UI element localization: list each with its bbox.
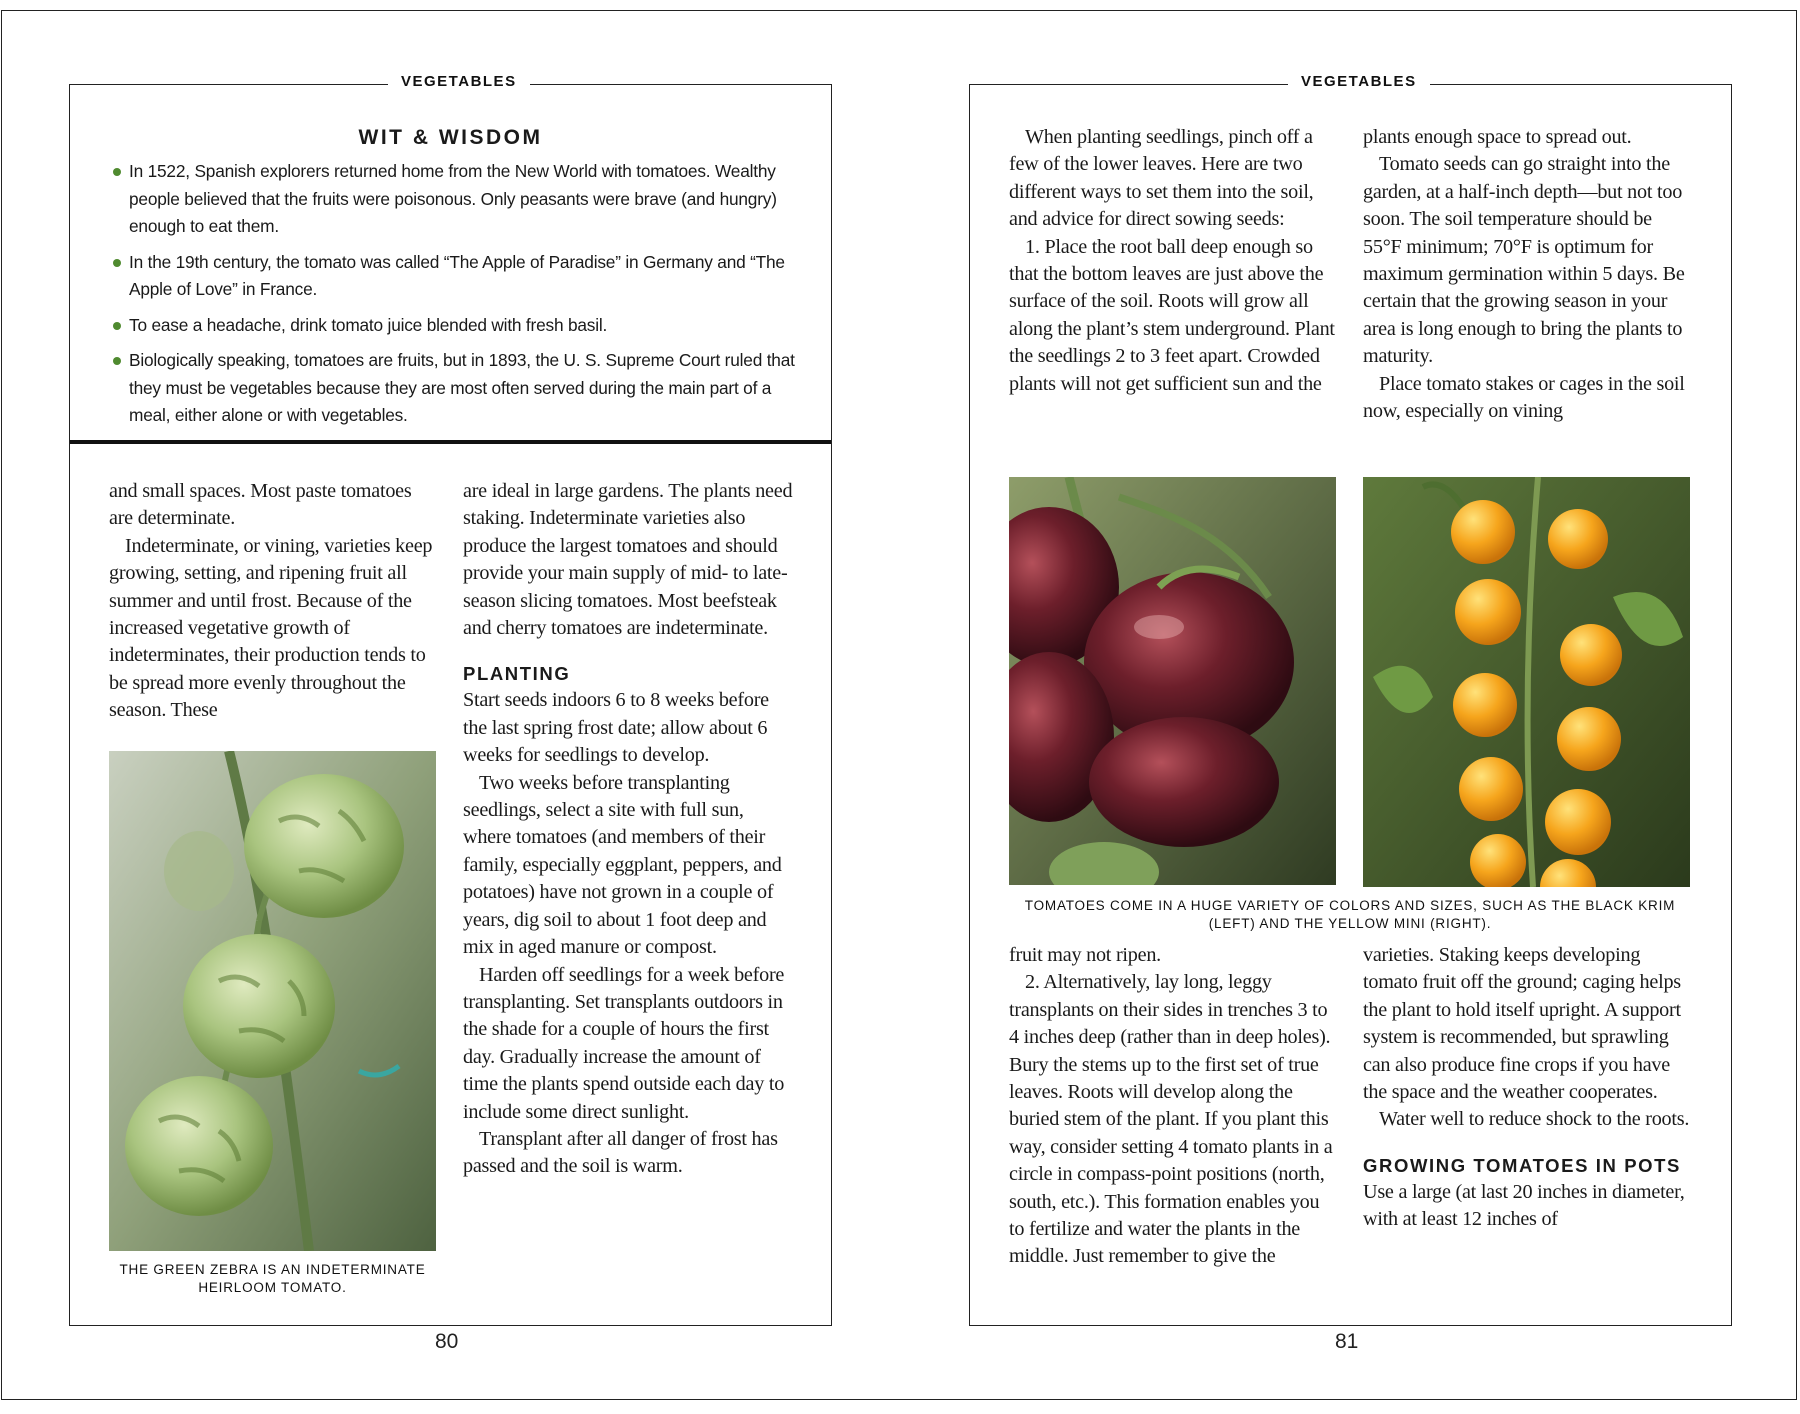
paragraph: Transplant after all danger of frost has passed and the soil is warm. bbox=[463, 1127, 778, 1178]
paragraph: Place tomato stakes or cages in the soil now, especially on vining bbox=[1363, 372, 1685, 423]
yellow-mini-tomato-photo bbox=[1363, 477, 1690, 887]
sidebar-bullet: To ease a headache, drink tomato juice blended with fresh basil. bbox=[110, 312, 810, 340]
paragraph: Use a large (at last 20 inches in diameter, with at least 12 inches of bbox=[1363, 1180, 1685, 1231]
paragraph: Water well to reduce shock to the roots. bbox=[1379, 1108, 1690, 1131]
tomato-varieties-caption: TOMATOES COME IN A HUGE VARIETY OF COLORS AND SIZES, SUCH AS THE BLACK KRIM (LEFT) AND THE YELLOW MINI (RIGHT). bbox=[1024, 898, 1676, 931]
left-column-2 bbox=[463, 478, 793, 1181]
paragraph: Two weeks before transplanting seedlings, select a site with full sun, where tomatoes (and members of their family, especially eggplant, peppers, and potatoes) have not grown in a couple of years, dig soil to about 1 foot deep and mix in aged manure or compost. bbox=[463, 771, 782, 959]
left-page-number: 80 bbox=[435, 1330, 459, 1353]
section-heading-planting: PLANTING bbox=[463, 663, 571, 685]
right-column-3 bbox=[1009, 942, 1339, 1271]
paragraph: Indeterminate, or vining, varieties keep growing, setting, and ripening fruit all summer and until frost. Because of the increased vegetative growth of indeterminates, their production tends to be spread more evenly throughout the season. These bbox=[109, 534, 433, 722]
black-krim-tomato-photo bbox=[1009, 477, 1336, 885]
paragraph: and small spaces. Most paste tomatoes are determinate. bbox=[109, 480, 412, 530]
right-running-head: VEGETABLES bbox=[1288, 73, 1430, 90]
paragraph: 1. Place the root ball deep enough so that the bottom leaves are just above the surface of the soil. Roots will grow all along the plant’s stem underground. Plant the seedlings 2 to 3 feet apart. Crowded plants will not get sufficient sun and the bbox=[1009, 235, 1335, 395]
wit-and-wisdom-sidebar bbox=[70, 116, 831, 444]
sidebar-bullet: In 1522, Spanish explorers returned home from the New World with tomatoes. Wealthy people believed that the fruits were poisonous. Only peasants were brave (and hungry) enough to eat them. bbox=[110, 158, 810, 241]
right-column-4 bbox=[1363, 942, 1693, 1234]
left-column-1 bbox=[109, 478, 434, 725]
paragraph: varieties. Staking keeps developing tomato fruit off the ground; caging helps the plant to hold itself upright. A support system is recommended, but sprawling can also produce fine crops if you have the space and the weather cooperates. bbox=[1363, 944, 1681, 1104]
sidebar-bullet: Biologically speaking, tomatoes are fruits, but in 1893, the U. S. Supreme Court ruled that they must be vegetables because they are most often served during the main part of a meal, either alone or with vegetables. bbox=[110, 347, 810, 430]
green-zebra-caption: THE GREEN ZEBRA IS AN INDETERMINATE HEIRLOOM TOMATO. bbox=[119, 1262, 426, 1295]
paragraph: Harden off seedlings for a week before transplanting. Set transplants outdoors in the shade for a couple of hours the first day. Gradually increase the amount of time the plants spend outside each day to include some direct sunlight. bbox=[463, 963, 785, 1123]
green-zebra-tomato-photo bbox=[109, 751, 436, 1251]
section-heading-growing-in-pots: GROWING TOMATOES IN POTS bbox=[1363, 1154, 1681, 1176]
sidebar-bullet-list bbox=[110, 158, 810, 438]
paragraph: Tomato seeds can go straight into the garden, at a half-inch depth—but not too soon. The soil temperature should be 55°F minimum; 70°F is optimum for maximum germination within 5 days. Be certain that the growing season in your area is long enough to bring the plants to maturity. bbox=[1363, 153, 1685, 368]
paragraph: When planting seedlings, pinch off a few of the lower leaves. Here are two different ways to set them into the soil, and advice for direct sowing seeds: bbox=[1009, 126, 1314, 231]
paragraph: are ideal in large gardens. The plants need staking. Indeterminate varieties also produce the largest tomatoes and should provide your main supply of mid- to late-season slicing tomatoes. Most beefsteak and cherry tomatoes are indeterminate. bbox=[463, 480, 793, 640]
right-column-2 bbox=[1363, 124, 1693, 425]
sidebar-title: WIT & WISDOM bbox=[358, 126, 543, 149]
right-column-1 bbox=[1009, 124, 1339, 398]
paragraph: fruit may not ripen. bbox=[1009, 944, 1161, 966]
left-running-head: VEGETABLES bbox=[388, 73, 530, 90]
paragraph: Start seeds indoors 6 to 8 weeks before the last spring frost date; allow about 6 weeks for seedlings to develop. bbox=[463, 689, 769, 767]
sidebar-bullet: In the 19th century, the tomato was called “The Apple of Paradise” in Germany and “The Apple of Love” in France. bbox=[110, 249, 810, 304]
right-page-number: 81 bbox=[1335, 1330, 1359, 1353]
paragraph: 2. Alternatively, lay long, leggy transplants on their sides in trenches 3 to 4 inches deep (rather than in deep holes). Bury the stems up to the first set of true leaves. Roots will develop along the buried stem of the plant. If you plant this way, consider setting 4 tomato plants in a circle in compass-point positions (north, south, etc.). This formation enables you to fertilize and water the plants in the middle. Just remember to give the bbox=[1009, 971, 1333, 1268]
paragraph: plants enough space to spread out. bbox=[1363, 126, 1632, 148]
